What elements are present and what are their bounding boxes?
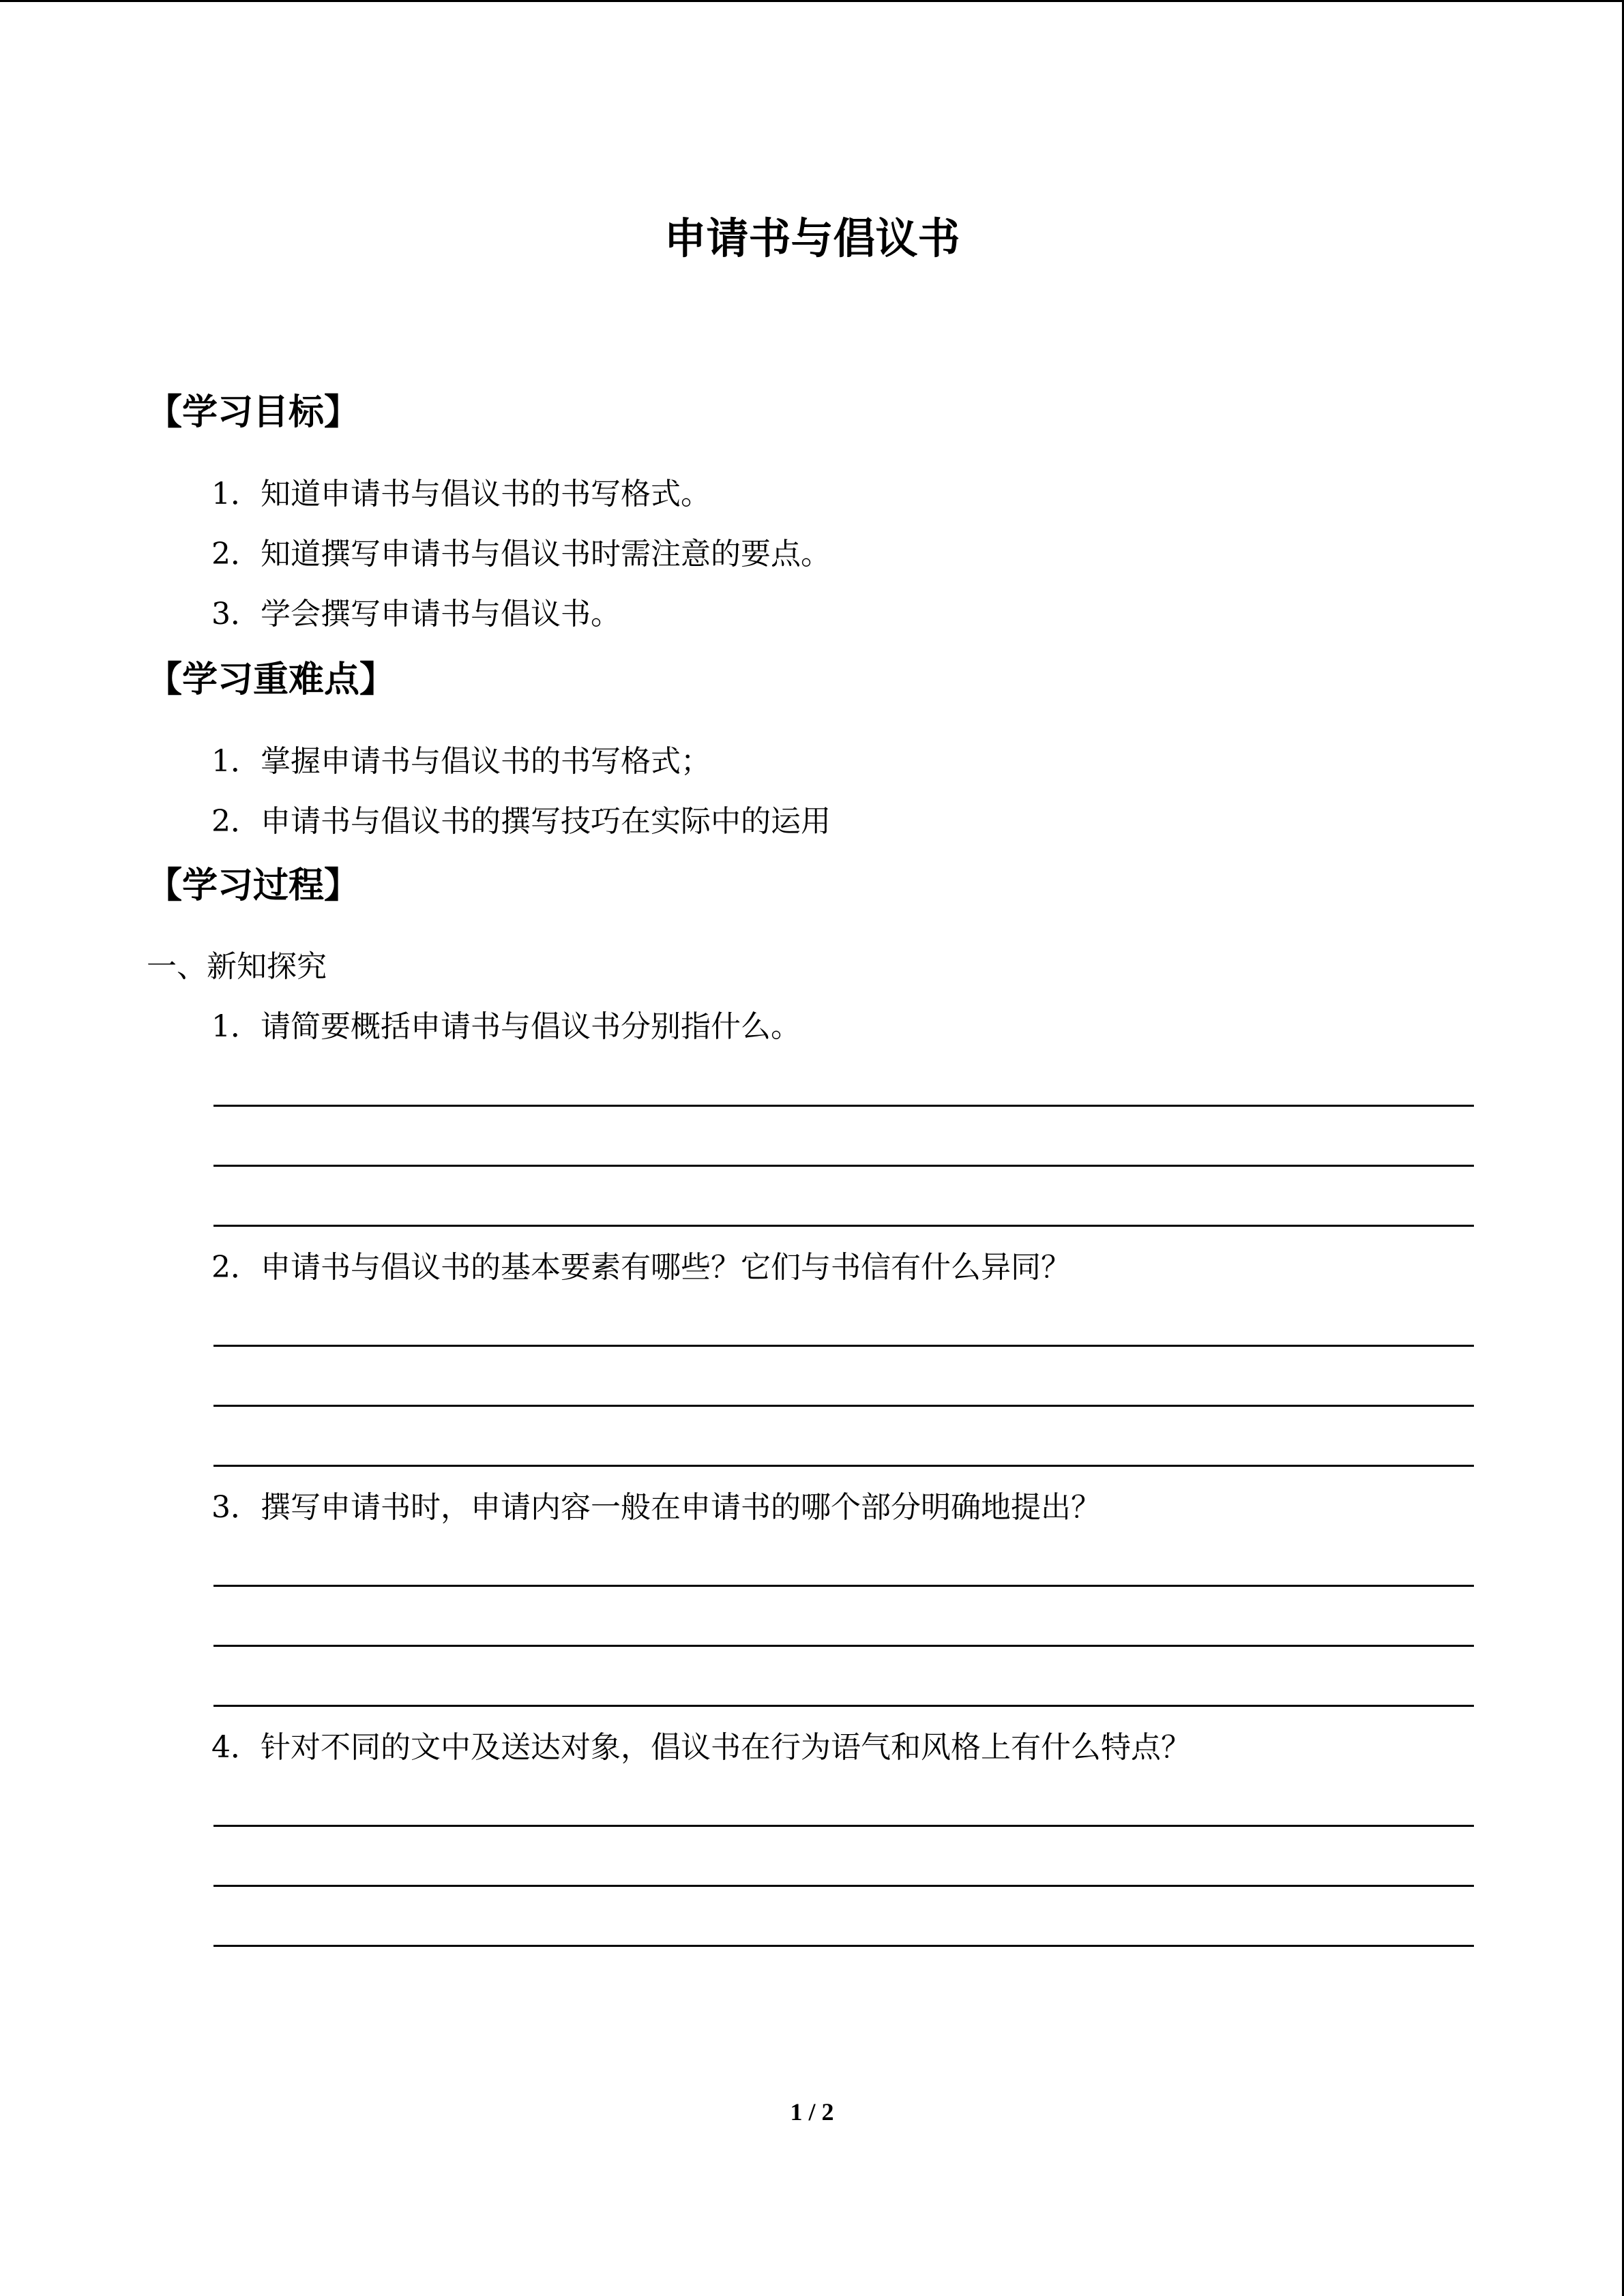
question-2: 2．申请书与倡议书的基本要素有哪些？它们与书信有什么异同？ xyxy=(211,1250,1071,1285)
page-top-border xyxy=(0,0,1624,2)
answer-line-q2-2[interactable] xyxy=(213,1405,1474,1407)
heading-process: 【学习过程】 xyxy=(147,865,360,906)
answer-line-q1-3[interactable] xyxy=(213,1225,1474,1227)
objective-item-3: 3．学会撰写申请书与倡议书。 xyxy=(211,597,621,631)
subsection-new-knowledge: 一、新知探究 xyxy=(147,949,327,984)
document-title: 申请书与倡议书 xyxy=(664,213,960,263)
answer-line-q2-3[interactable] xyxy=(213,1465,1474,1467)
answer-line-q1-2[interactable] xyxy=(213,1165,1474,1167)
question-4: 4．针对不同的文中及送达对象，倡议书在行为语气和风格上有什么特点？ xyxy=(211,1730,1191,1765)
key-point-item-2: 2．申请书与倡议书的撰写技巧在实际中的运用 xyxy=(211,804,831,839)
answer-line-q4-2[interactable] xyxy=(213,1885,1474,1887)
heading-key-points: 【学习重难点】 xyxy=(147,659,396,700)
answer-line-q4-1[interactable] xyxy=(213,1825,1474,1827)
page-number: 1 / 2 xyxy=(790,2098,834,2126)
answer-line-q3-2[interactable] xyxy=(213,1645,1474,1647)
question-1: 1．请简要概括申请书与倡议书分别指什么。 xyxy=(211,1009,801,1044)
heading-objectives: 【学习目标】 xyxy=(147,392,360,433)
key-point-item-1: 1．掌握申请书与倡议书的书写格式； xyxy=(211,744,711,779)
question-3: 3．撰写申请书时，申请内容一般在申请书的哪个部分明确地提出？ xyxy=(211,1490,1101,1525)
answer-line-q3-1[interactable] xyxy=(213,1585,1474,1587)
objective-item-2: 2．知道撰写申请书与倡议书时需注意的要点。 xyxy=(211,537,831,571)
answer-line-q4-3[interactable] xyxy=(213,1945,1474,1947)
answer-line-q2-1[interactable] xyxy=(213,1345,1474,1347)
answer-line-q3-3[interactable] xyxy=(213,1705,1474,1707)
answer-line-q1-1[interactable] xyxy=(213,1105,1474,1107)
objective-item-1: 1．知道申请书与倡议书的书写格式。 xyxy=(211,477,711,511)
